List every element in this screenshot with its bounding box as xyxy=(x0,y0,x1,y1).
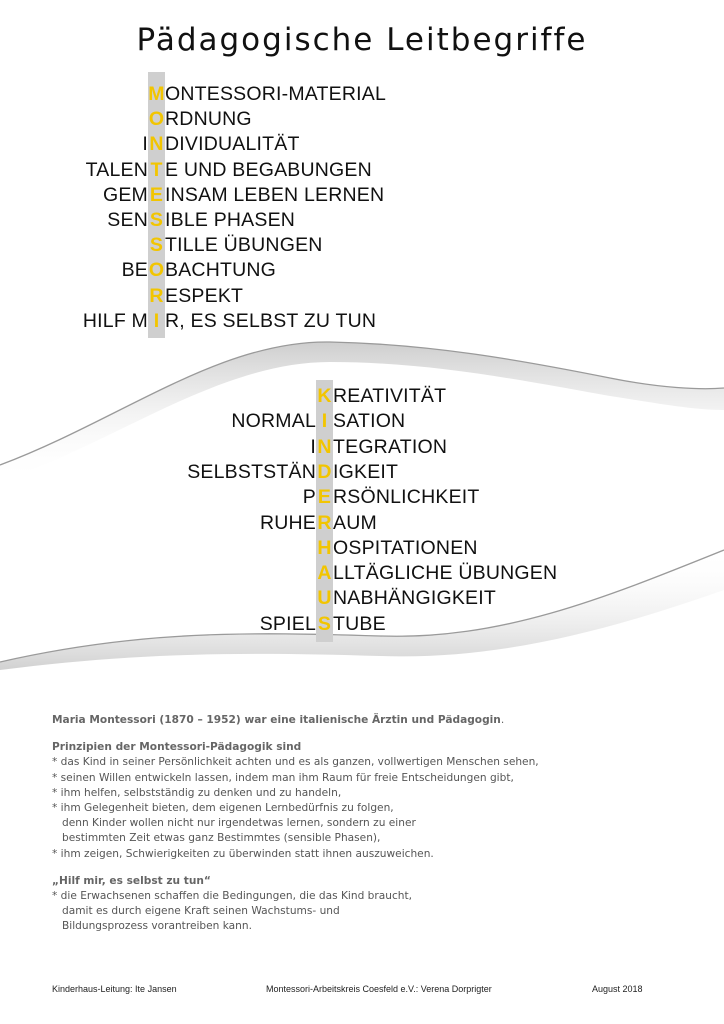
quote-line: Bildungsprozess vorantreiben kann. xyxy=(62,920,252,933)
montessori-key-letter: O xyxy=(148,108,165,131)
montessori-key-letter: N xyxy=(149,133,164,156)
kinderhaus-suffix: IGKEIT xyxy=(333,460,399,483)
kinderhaus-row xyxy=(0,435,724,460)
kinderhaus-key-letter: D xyxy=(317,460,332,483)
montessori-suffix: ONTESSORI-MATERIAL xyxy=(165,83,387,105)
kinderhaus-row xyxy=(0,511,724,536)
kinderhaus-key-letter: K xyxy=(317,385,332,407)
kinderhaus-key-letter: A xyxy=(317,562,332,585)
kinderhaus-suffix: AUM xyxy=(333,511,377,534)
montessori-key-letter: E xyxy=(149,183,164,206)
kinderhaus-row xyxy=(0,384,724,409)
montessori-suffix: TILLE ÜBUNGEN xyxy=(165,234,323,257)
montessori-key-letter: S xyxy=(149,234,164,257)
montessori-row xyxy=(0,284,724,309)
principle-line: * ihm helfen, selbstständig zu denken und zu handeln, xyxy=(52,786,342,799)
kinderhaus-key-letter: I xyxy=(321,410,328,433)
montessori-row xyxy=(0,183,724,208)
kinderhaus-row xyxy=(0,561,724,586)
montessori-row xyxy=(0,132,724,157)
montessori-row xyxy=(0,82,724,107)
page-title: Pädagogische Leitbegriffe xyxy=(136,22,588,58)
principle-line: * ihm zeigen, Schwierigkeiten zu überwinden statt ihnen auszuweichen. xyxy=(52,847,434,860)
montessori-row xyxy=(0,309,724,334)
kinderhaus-suffix: LLTÄGLICHE ÜBUNGEN xyxy=(333,562,558,585)
montessori-suffix: E UND BEGABUNGEN xyxy=(165,158,372,181)
principle-line: * das Kind in seiner Persönlichkeit achten und es als ganzen, vollwertigen Menschen sehen, xyxy=(52,756,539,769)
kinderhaus-row xyxy=(0,536,724,561)
montessori-prefix: GEM xyxy=(102,183,148,206)
principle-line: denn Kinder wollen nicht nur irgendetwas lernen, sondern zu einer xyxy=(62,817,416,830)
principle-line: bestimmten Zeit etwas ganz Bestimmtes (sensible Phasen), xyxy=(62,832,381,845)
kinderhaus-prefix: SELBSTSTÄN xyxy=(187,460,316,483)
kinderhaus-key-letter: N xyxy=(317,435,332,458)
kinderhaus-suffix: RSÖNLICHKEIT xyxy=(333,486,480,509)
kinderhaus-suffix: TUBE xyxy=(333,612,386,635)
kinderhaus-row xyxy=(0,460,724,485)
montessori-suffix: RDNUNG xyxy=(165,108,252,131)
quote-line: damit es durch eigene Kraft seinen Wachstums- und xyxy=(62,905,340,918)
kinderhaus-row xyxy=(0,409,724,434)
footer-center: Montessori-Arbeitskreis Coesfeld e.V.: Verena Dorprigter xyxy=(266,984,492,994)
kinderhaus-prefix: NORMAL xyxy=(231,410,316,433)
montessori-suffix: INSAM LEBEN LERNEN xyxy=(165,183,385,206)
montessori-prefix: SEN xyxy=(107,209,148,231)
principle-line: * seinen Willen entwickeln lassen, indem man ihm Raum für freie Entscheidungen gibt, xyxy=(52,771,514,784)
kinderhaus-prefix: P xyxy=(302,486,316,509)
montessori-key-letter: O xyxy=(148,259,165,282)
montessori-row xyxy=(0,258,724,283)
montessori-suffix: IBLE PHASEN xyxy=(165,209,296,231)
kinderhaus-key-letter: S xyxy=(317,612,332,635)
kinderhaus-suffix: OSPITATIONEN xyxy=(333,536,478,559)
montessori-key-letter: I xyxy=(153,309,160,332)
kinderhaus-row xyxy=(0,612,724,637)
montessori-row xyxy=(0,208,724,233)
montessori-prefix: HILF M xyxy=(82,309,148,332)
montessori-prefix: TALEN xyxy=(85,158,148,181)
kinderhaus-suffix: NABHÄNGIGKEIT xyxy=(333,587,496,610)
intro-text: Maria Montessori (1870 – 1952) war eine italienische Ärztin und Pädagogin. xyxy=(52,714,505,726)
kinderhaus-suffix: TEGRATION xyxy=(333,435,448,458)
kinderhaus-key-letter: U xyxy=(317,587,332,610)
montessori-suffix: R, ES SELBST ZU TUN xyxy=(165,309,377,332)
kinderhaus-suffix: SATION xyxy=(333,410,406,433)
notes-section xyxy=(52,713,692,935)
montessori-suffix: BACHTUNG xyxy=(165,259,277,282)
kinderhaus-row xyxy=(0,485,724,510)
montessori-row xyxy=(0,158,724,183)
kinderhaus-key-letter: R xyxy=(317,511,332,534)
montessori-row xyxy=(0,233,724,258)
montessori-key-letter: R xyxy=(149,284,164,307)
montessori-prefix: I xyxy=(142,133,148,156)
montessori-row xyxy=(0,107,724,132)
kinderhaus-key-letter: H xyxy=(317,536,332,559)
kinderhaus-suffix: REATIVITÄT xyxy=(333,385,447,407)
footer-right: August 2018 xyxy=(592,984,643,994)
kinderhaus-prefix: RUHE xyxy=(259,511,316,534)
quote-line: * die Erwachsenen schaffen die Bedingungen, die das Kind braucht, xyxy=(52,890,413,903)
montessori-key-letter: T xyxy=(150,158,163,181)
kinderhaus-prefix: SPIEL xyxy=(259,612,316,635)
footer-left: Kinderhaus-Leitung: Ite Jansen xyxy=(52,984,177,994)
principles-heading: Prinzipien der Montessori-Pädagogik sind xyxy=(52,741,302,754)
montessori-suffix: ESPEKT xyxy=(165,284,244,307)
montessori-key-letter: M xyxy=(148,83,165,105)
kinderhaus-row xyxy=(0,586,724,611)
montessori-key-letter: S xyxy=(149,209,164,231)
principle-line: * ihm Gelegenheit bieten, dem eigenen Lernbedürfnis zu folgen, xyxy=(52,802,394,815)
quote-heading: „Hilf mir, es selbst zu tun“ xyxy=(52,874,211,887)
montessori-suffix: DIVIDUALITÄT xyxy=(165,133,300,156)
kinderhaus-prefix: I xyxy=(310,435,316,458)
kinderhaus-key-letter: E xyxy=(317,486,332,509)
montessori-prefix: BE xyxy=(121,259,148,282)
